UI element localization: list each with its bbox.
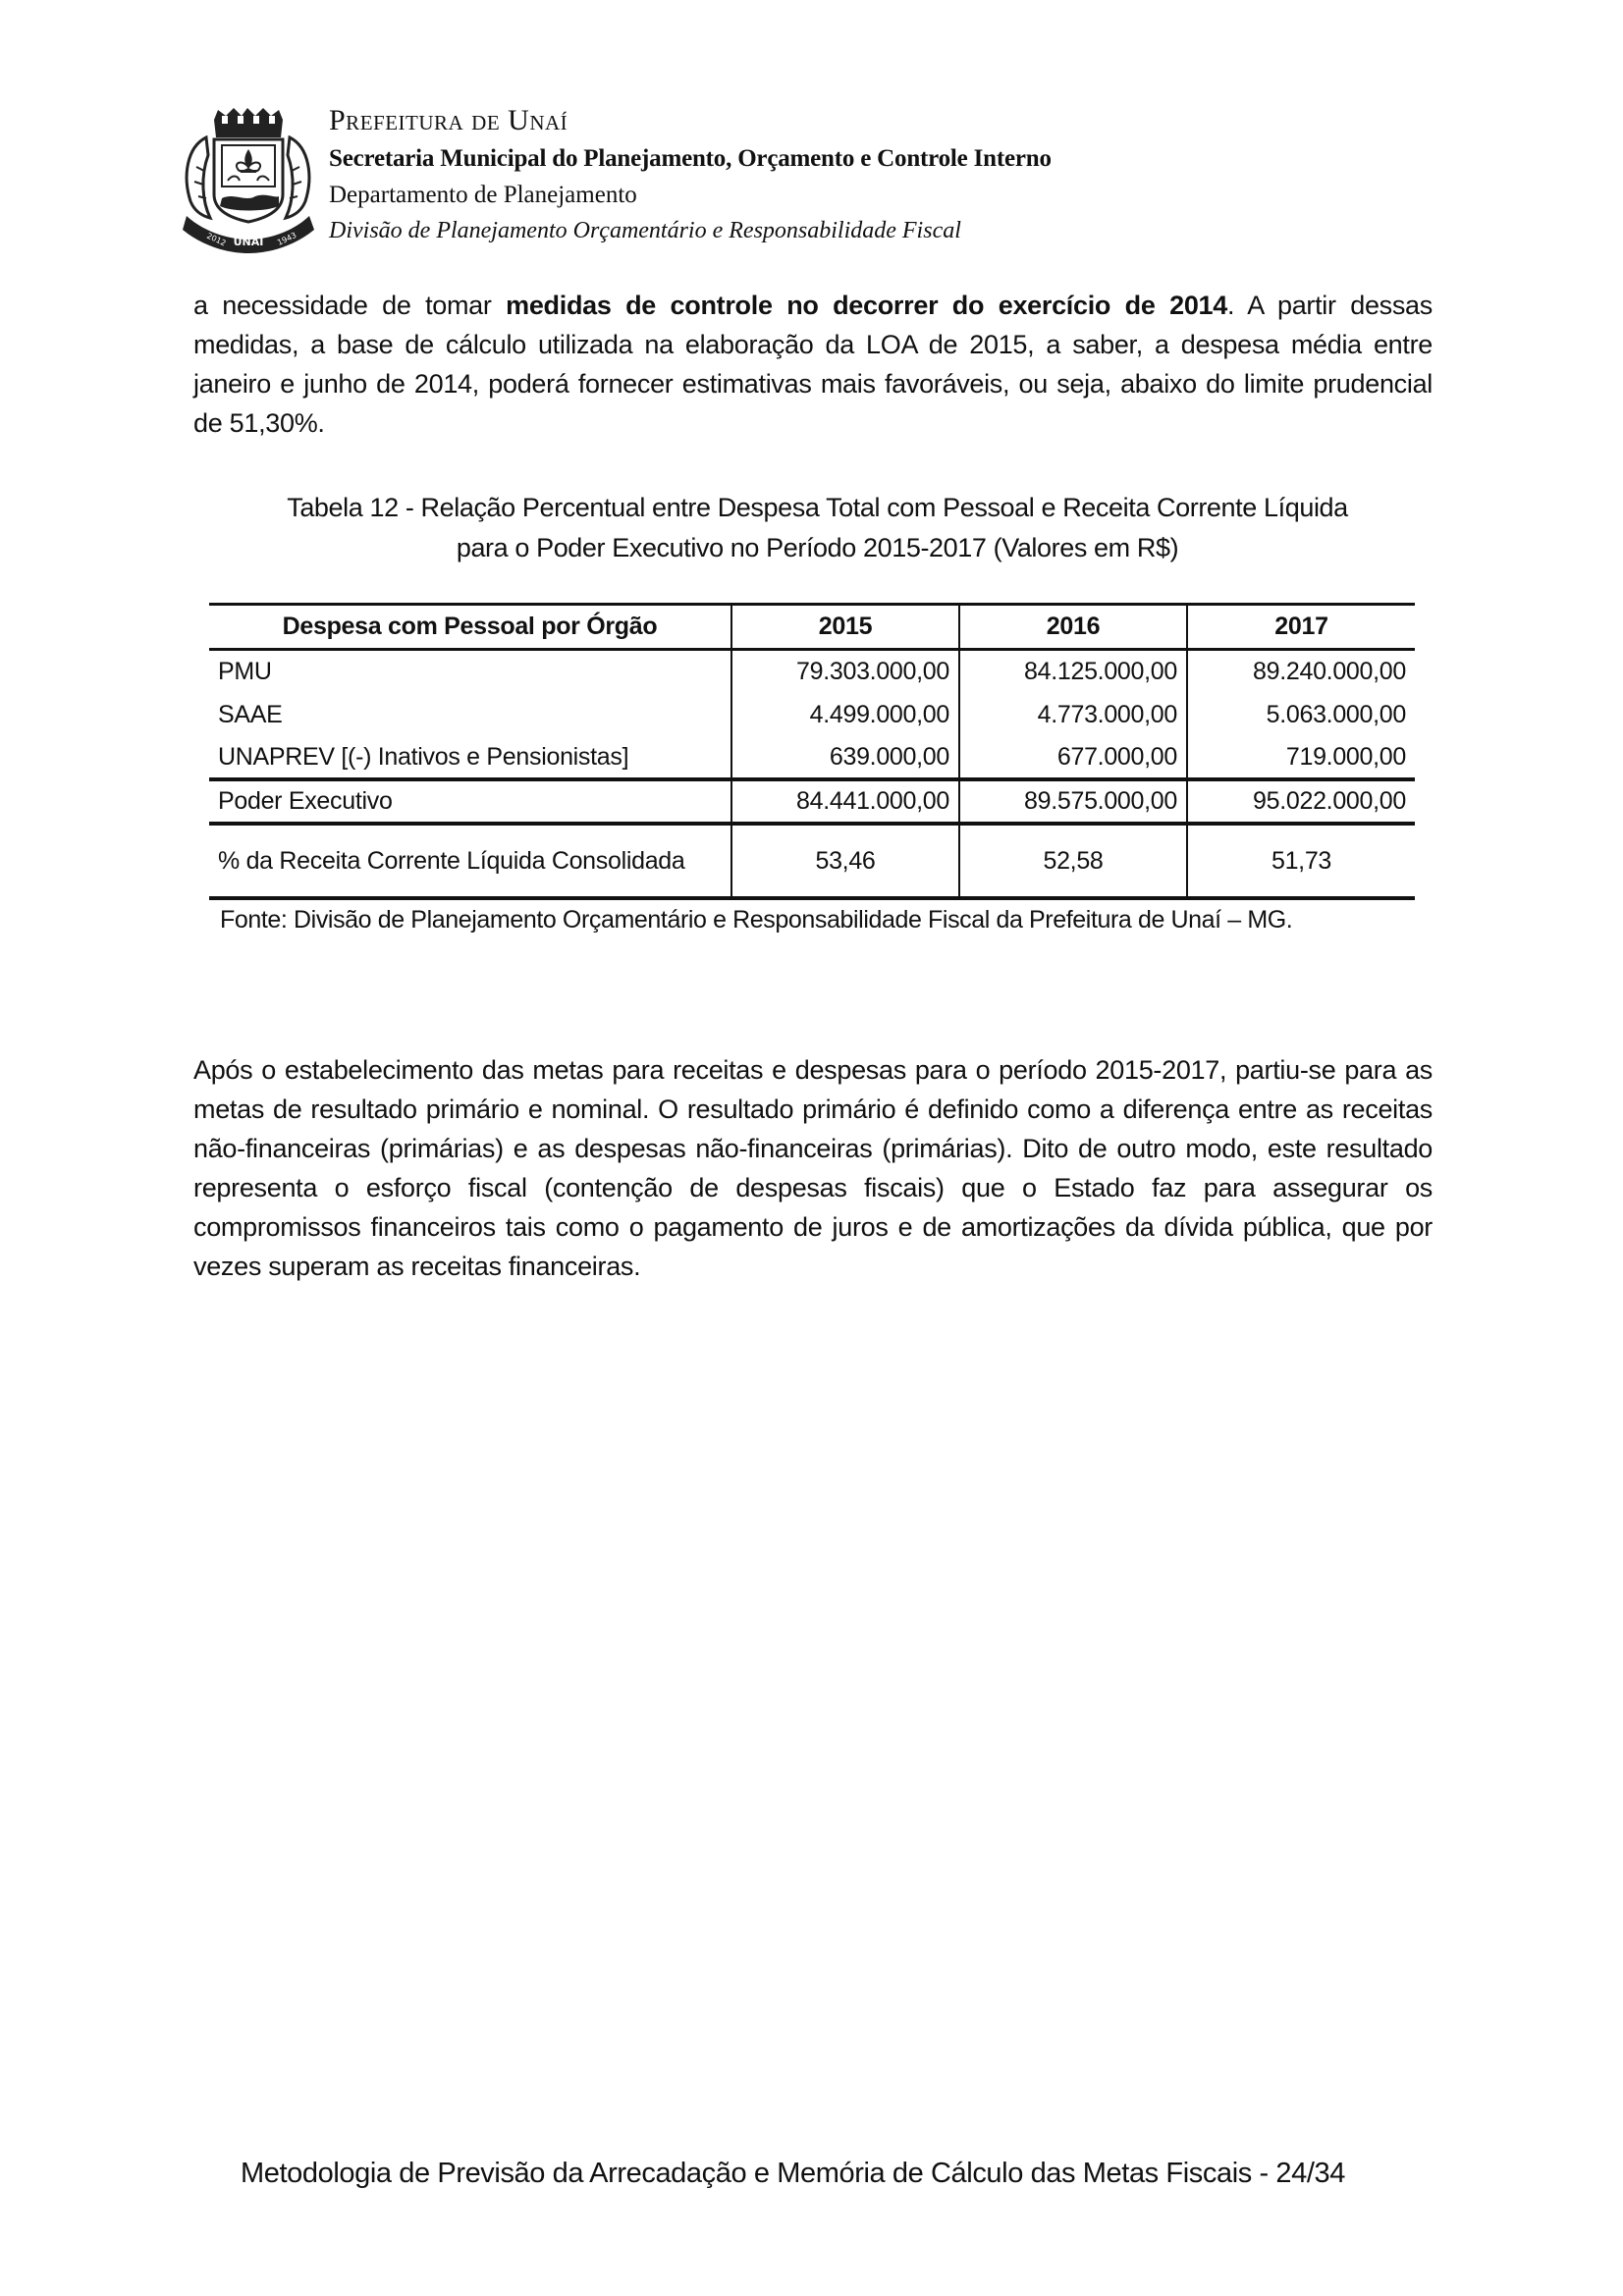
svg-text:1943: 1943 [276,231,298,247]
cell-2016: 89.575.000,00 [959,779,1187,824]
cell-2017: 51,73 [1187,824,1415,898]
svg-text:2012: 2012 [205,231,228,248]
cell-2017: 719.000,00 [1187,736,1415,779]
svg-text:UNAÍ: UNAÍ [233,236,264,248]
cell-2017: 5.063.000,00 [1187,693,1415,736]
table-caption-line-1: Tabela 12 - Relação Percentual entre Despesa Total com Pessoal e Receita Corrente Líquida [287,493,1348,522]
cell-2016: 84.125.000,00 [959,650,1187,693]
paragraph-1-text-start: a necessidade de tomar [193,291,507,320]
paragraph-2-text: Após o estabelecimento das metas para receitas e despesas para o período 2015-2017, partiu-se para as metas de resultado primário e nominal. O resultado primário é definido como a diferença entre as receitas não-financeiras (primárias) e as despesas não-financeiras (primárias). Dito de outro modo, este resultado representa o esforço fiscal (contenção de despesas fiscais) que o Estado faz para assegurar os compromissos financeiros tais como o pagamento de juros e de amortizações da dívida pública, que por vezes superam as receitas financeiras. [193,1055,1433,1281]
table-row [209,693,1415,736]
paragraph-2 [193,1050,1433,1286]
org-name: Prefeitura de Unaí [329,104,568,136]
row-label: Poder Executivo [218,786,393,815]
division-name: Divisão de Planejamento Orçamentário e Responsabilidade Fiscal [329,218,961,243]
row-label: UNAPREV [(-) Inativos e Pensionistas] [218,742,629,771]
table-total-row [209,779,1415,824]
cell-2016: 4.773.000,00 [959,693,1187,736]
cell-2015: 639.000,00 [731,736,959,779]
secretariat-name: Secretaria Municipal do Planejamento, Orçamento e Controle Interno [329,145,1052,172]
cell-2016: 52,58 [959,824,1187,898]
cell-2017: 95.022.000,00 [1187,779,1415,824]
paragraph-1-text-end: . A partir dessas medidas, a base de cálculo utilizada na elaboração da LOA de 2015, a saber, a despesa média entre janeiro e junho de 2014, poderá fornecer estimativas mais favoráveis, ou seja, abaixo do limite prudencial de 51,30%. [193,291,1433,438]
column-header-organ: Despesa com Pessoal por Órgão [282,613,658,640]
table-header-row [209,605,1415,650]
table-caption-line-2: para o Poder Executivo no Período 2015-2017 (Valores em R$) [456,533,1179,562]
table-row [209,736,1415,779]
table-row [209,650,1415,693]
cell-2015: 53,46 [731,824,959,898]
cell-2015: 84.441.000,00 [731,779,959,824]
personnel-expense-table [209,603,1415,900]
cell-2015: 79.303.000,00 [731,650,959,693]
department-name: Departamento de Planejamento [329,182,637,208]
paragraph-1 [193,286,1433,443]
table-caption [191,488,1443,568]
cell-2015: 4.499.000,00 [731,693,959,736]
table-source-note: Fonte: Divisão de Planejamento Orçamentário e Responsabilidade Fiscal da Prefeitura de Unaí – MG. [220,906,1293,934]
column-header-2016: 2016 [959,605,1187,650]
column-header-2015: 2015 [731,605,959,650]
column-header-2017: 2017 [1187,605,1415,650]
page-footer: Metodologia de Previsão da Arrecadação e Memória de Cálculo das Metas Fiscais - 24/34 [241,2158,1345,2189]
cell-2016: 677.000,00 [959,736,1187,779]
table-percent-row [209,824,1415,898]
row-label: SAAE [218,700,283,728]
cell-2017: 89.240.000,00 [1187,650,1415,693]
row-label: PMU [218,658,272,686]
row-label: % da Receita Corrente Líquida Consolidada [218,846,685,875]
coat-of-arms-icon [177,108,319,253]
paragraph-1-emphasis: medidas de controle no decorrer do exercício de 2014 [506,291,1227,320]
